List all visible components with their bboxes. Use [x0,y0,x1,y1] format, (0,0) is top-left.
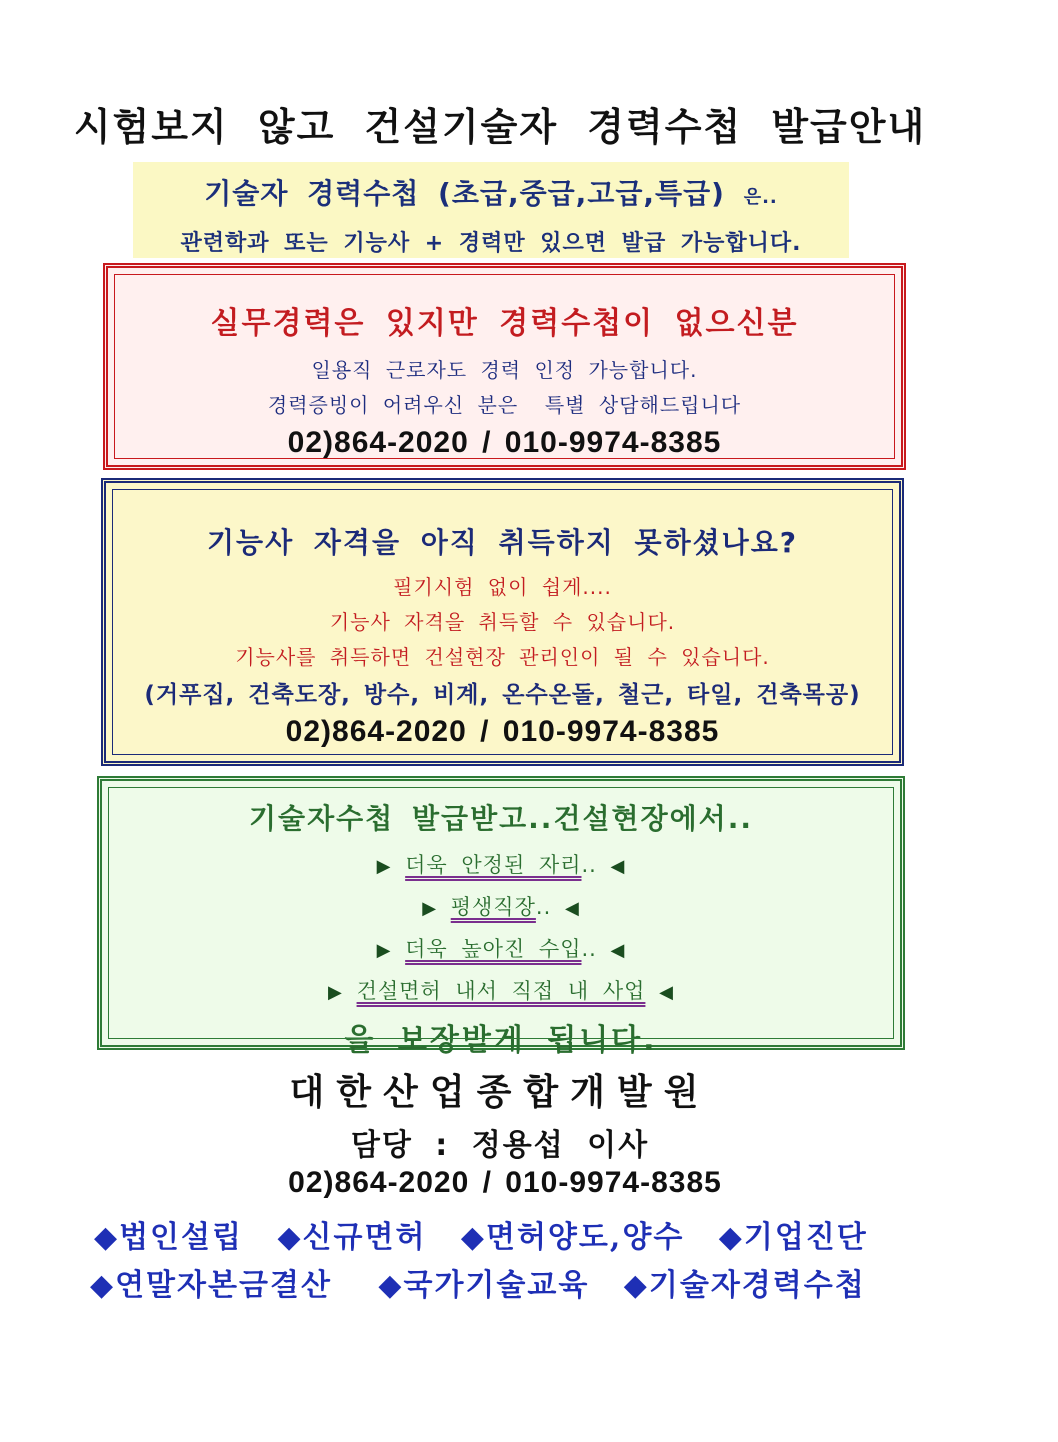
benefit-item [102,975,900,1005]
benefit-text: 건설면허 내서 직접 내 사업 [356,979,646,1003]
craftsman-line-1: 필기시험 없이 쉽게.... [393,575,612,599]
right-triangle-icon: ▶ [376,856,392,877]
benefit-text: 평생직장 [450,895,536,919]
company-name: 대한산업종합개발원 [289,1072,711,1113]
intro-line-2: 관련학과 또는 기능사 + 경력만 있으면 발급 가능합니다. [180,231,802,256]
benefit-text: 더욱 높아진 수입 [405,937,582,961]
service-item: ◆연말자본금결산 [90,1268,332,1303]
benefit-item [102,933,900,963]
benefit-text: 더욱 안정된 자리 [405,853,582,877]
service-item: ◆기업진단 [718,1220,868,1255]
benefit-suffix: .. [535,895,552,919]
career-notice-box [103,263,906,470]
service-item: ◆법인설립 [94,1220,243,1255]
craftsman-line-2: 기능사 자격을 취득할 수 있습니다. [329,610,676,634]
services-row-1 [94,1212,890,1256]
intro-line-1 [133,172,849,212]
benefits-heading: 기술자수첩 발급받고..건설현장에서.. [248,802,754,835]
intro-line-1-main: 기술자 경력수첩 (초급,중급,고급,특급) [204,177,725,210]
benefits-box [97,776,905,1058]
career-phone: 02)864-2020 / 010-9974-8385 [287,426,722,459]
service-item: ◆국가기술교육 [378,1268,590,1303]
benefit-item [102,849,900,879]
left-triangle-icon: ◀ [610,856,626,877]
right-triangle-icon: ▶ [376,940,392,961]
intro-banner [133,162,849,258]
service-item: ◆신규면허 [277,1220,427,1255]
benefit-suffix: .. [581,937,597,961]
craftsman-notice-box [101,478,904,766]
career-line-2: 경력증빙이 어려우신 분은 특별 상담해드립니다 [267,393,742,417]
left-triangle-icon: ◀ [564,898,580,919]
service-item: ◆면허양도,양수 [460,1220,685,1255]
left-triangle-icon: ◀ [659,982,674,1003]
benefits-footer: 을 보장받게 됩니다. [344,1023,658,1058]
services-row-2 [90,1260,888,1304]
career-heading: 실무경력은 있지만 경력수첩이 없으신분 [210,306,799,341]
craftsman-phone: 02)864-2020 / 010-9974-8385 [285,715,720,748]
craftsman-line-3: 기능사를 취득하면 건설현장 관리인이 될 수 있습니다. [235,645,770,669]
service-item: ◆기술자경력수첩 [623,1268,866,1303]
benefit-item [102,891,900,921]
craftsman-heading: 기능사 자격을 아직 취득하지 못하셨나요? [206,526,799,559]
benefit-suffix: .. [581,853,597,877]
intro-line-1-suffix: 은.. [743,187,778,208]
left-triangle-icon: ◀ [610,940,626,961]
career-line-1: 일용직 근로자도 경력 인정 가능합니다. [311,358,698,382]
page-title: 시험보지 않고 건설기술자 경력수첩 발급안내 [73,105,927,149]
right-triangle-icon: ▶ [328,982,343,1003]
contact-person: 담당 : 정용섭 이사 [350,1128,650,1163]
right-triangle-icon: ▶ [422,898,438,919]
craftsman-trades: (거푸집, 건축도장, 방수, 비계, 온수온돌, 철근, 타일, 건축목공) [144,682,861,708]
contact-phone: 02)864-2020 / 010-9974-8385 [288,1166,722,1199]
